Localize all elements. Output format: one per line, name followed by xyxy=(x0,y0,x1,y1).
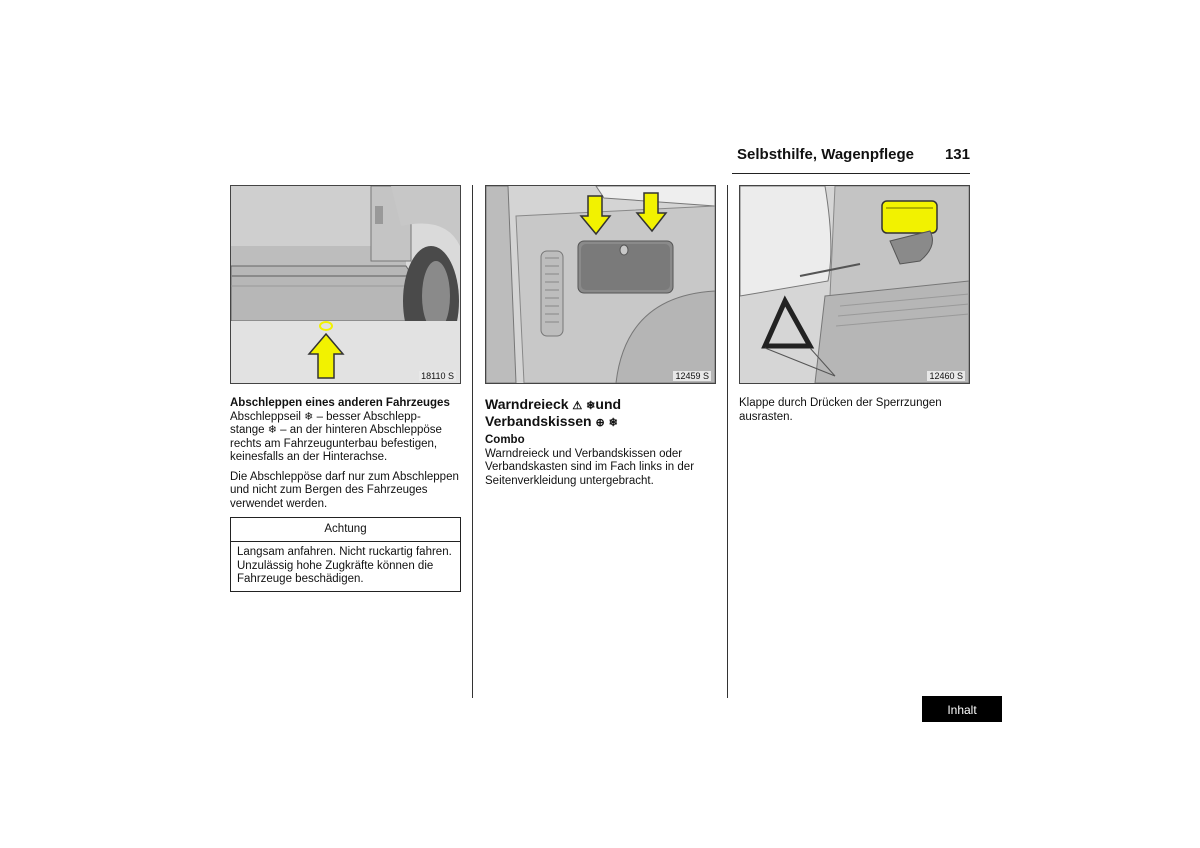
heading-text: Verbandskissen xyxy=(485,413,596,429)
column-separator xyxy=(727,185,728,698)
snowflake-icon: ❄ xyxy=(304,410,314,423)
page-number: 131 xyxy=(944,146,970,163)
column-separator xyxy=(472,185,473,698)
triangle-heading xyxy=(485,397,717,431)
figure-id: 12459 S xyxy=(675,371,709,381)
heading-text: und xyxy=(595,396,622,412)
triangle-body: Warndreieck und Verbandskissen oder Verbandskasten sind im Fach links in der Seitenverkleidung untergebracht. xyxy=(485,447,695,487)
towing-text: – an der hinteren Abschleppöse rechts am Fahrzeugunterbau befestigen, keinesfalls an der Hinterachse. xyxy=(230,424,442,463)
figure-towing-eye xyxy=(230,185,461,384)
warning-box xyxy=(230,517,461,592)
snowflake-icon: ❄ xyxy=(608,417,618,429)
column-1-text xyxy=(230,397,465,517)
page-header xyxy=(732,146,970,166)
warning-triangle-icon: ⚠ xyxy=(572,400,583,412)
figure-id: 12460 S xyxy=(929,371,963,381)
figure-id: 18110 S xyxy=(421,371,454,381)
warning-title: Achtung xyxy=(231,518,460,542)
snowflake-icon: ❄ xyxy=(267,424,277,436)
towing-heading: Abschleppen eines anderen Fahrzeuges xyxy=(230,397,450,409)
combo-subheading: Combo xyxy=(485,434,525,446)
cover-release-text: Klappe durch Drücken der Sperrzungen ausrasten. xyxy=(739,397,942,423)
snowflake-icon: ❄ xyxy=(586,400,596,412)
contents-button[interactable]: Inhalt xyxy=(922,696,1002,722)
column-3-text xyxy=(739,397,967,424)
towing-text: Abschleppseil xyxy=(230,410,305,423)
header-rule xyxy=(732,173,970,174)
towing-text: – besser Abschlepp- xyxy=(313,410,421,423)
figure-side-compartment xyxy=(485,185,716,384)
towing-eye-note: Die Abschleppöse darf nur zum Abschleppen und nicht zum Bergen des Fahrzeuges verwendet werden. xyxy=(230,470,459,510)
warning-body: Langsam anfahren. Nicht ruckartig fahren. Unzulässig hohe Zugkräfte können die Fahrzeuge beschädigen. xyxy=(237,546,452,585)
column-2-text xyxy=(485,397,717,488)
section-title: Selbsthilfe, Wagenpflege xyxy=(737,146,914,163)
towing-text: stange xyxy=(230,424,268,436)
first-aid-icon: ⊕ xyxy=(595,417,605,429)
figure-warning-triangle xyxy=(739,185,970,384)
heading-text: Warndreieck xyxy=(485,396,573,412)
